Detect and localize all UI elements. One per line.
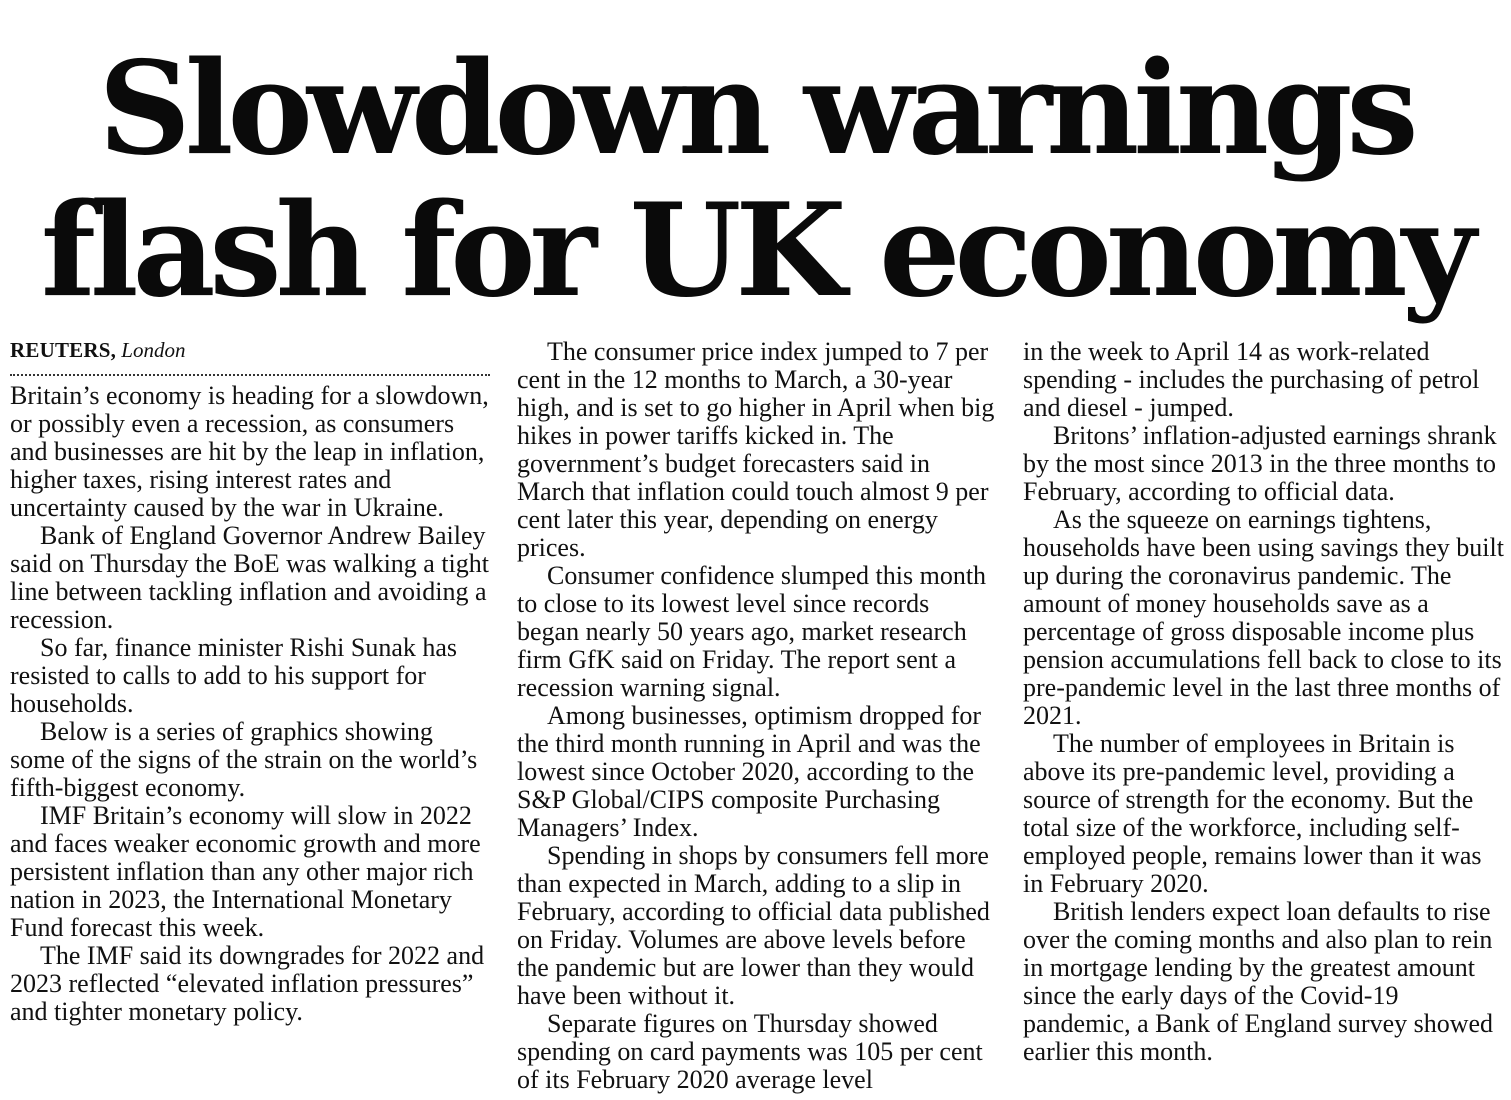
- article-paragraph: Among businesses, optimism dropped for the third month running in April and was the lowest since October 2020, according to the S&P Global/CIPS composite Purchasing Managers’ Index.: [517, 701, 982, 842]
- headline-line-1: Slowdown warnings: [98, 34, 1413, 184]
- article-paragraph: Bank of England Governor Andrew Bailey said on Thursday the BoE was walking a tight line between tackling inflation and avoiding a recession.: [10, 521, 490, 634]
- article-paragraph: in the week to April 14 as work-related spending - includes the purchasing of petrol and diesel - jumped.: [1023, 337, 1480, 422]
- article-paragraph: So far, finance minister Rishi Sunak has resisted to calls to add to his support for households.: [10, 633, 458, 718]
- headline-line-2: flash for UK economy: [40, 176, 1471, 326]
- article-column-2: [517, 338, 997, 1094]
- article-paragraph: Below is a series of graphics showing some of the signs of the strain on the world’s fifth-biggest economy.: [10, 717, 478, 802]
- article-paragraph: Consumer confidence slumped this month to close to its lowest level since records began nearly 50 years ago, market research firm GfK said on Friday. The report sent a recession warning signal.: [517, 561, 987, 702]
- byline-agency: REUTERS,: [10, 338, 117, 362]
- article-paragraph: IMF Britain’s economy will slow in 2022 and faces weaker economic growth and more persistent inflation than any other major rich nation in 2023, the International Monetary Fund forecast this week.: [10, 801, 481, 942]
- article-paragraph: Spending in shops by consumers fell more than expected in March, adding to a slip in February, according to official data published on Friday. Volumes are above levels before the pandemic but are lower than they would have been without it.: [517, 841, 990, 1010]
- article-paragraph: Britons’ inflation-adjusted earnings shrank by the most since 2013 in the three months to February, according to official data.: [1023, 421, 1497, 506]
- article-column-1: [10, 336, 490, 1026]
- article-paragraph: The number of employees in Britain is above its pre-pandemic level, providing a source of strength for the economy. But the total size of the workforce, including self-employed people, remains lower than it was in February 2020.: [1023, 729, 1482, 898]
- byline-location: London: [121, 338, 186, 362]
- byline: [10, 336, 490, 376]
- article-paragraph: The consumer price index jumped to 7 per cent in the 12 months to March, a 30-year high, and is set to go higher in April when big hikes in power tariffs kicked in. The government’s budget forecasters said in March that inflation could touch almost 9 per cent later this year, depending on energy prices.: [517, 337, 995, 562]
- article-paragraph: The IMF said its downgrades for 2022 and 2023 reflected “elevated inflation pressures” and tighter monetary policy.: [10, 941, 485, 1026]
- article-column-3: [1023, 338, 1505, 1066]
- article-paragraph: As the squeeze on earnings tightens, households have been using savings they built up during the coronavirus pandemic. The amount of money households save as a percentage of gross disposable income plus pension accumulations fell back to close to its pre-pandemic level in the last three months of 2021.: [1023, 505, 1504, 730]
- headline: [0, 34, 1511, 326]
- article-paragraph: Britain’s economy is heading for a slowdown, or possibly even a recession, as consumers and businesses are hit by the leap in inflation, higher taxes, rising interest rates and uncertainty caused by the war in Ukraine.: [10, 381, 489, 522]
- article-paragraph: British lenders expect loan defaults to rise over the coming months and also plan to rein in mortgage lending by the greatest amount since the early days of the Covid-19 pandemic, a Bank of England survey showed earlier this month.: [1023, 897, 1494, 1066]
- article-paragraph: Separate figures on Thursday showed spending on card payments was 105 per cent of its February 2020 average level: [517, 1009, 983, 1094]
